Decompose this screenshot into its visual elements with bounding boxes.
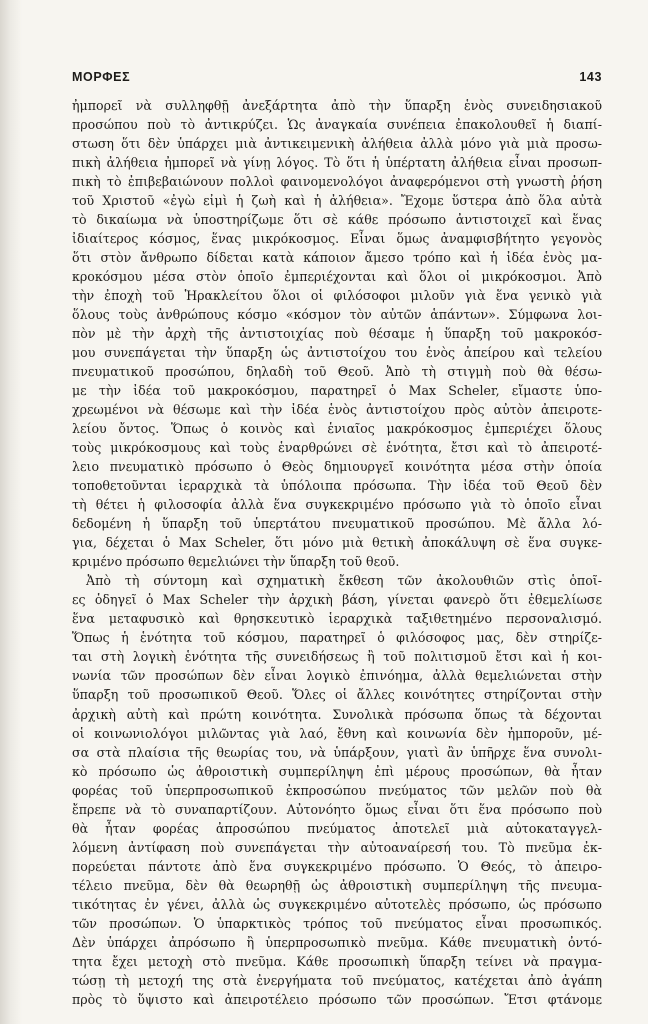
text-line: πὸν μὲ τὴν ἀρχὴ τῆς ἀντιστοιχίας ποὺ θέσαμε ἡ ὕπαρξη τοῦ μακροκόσ-	[72, 326, 602, 342]
text-line: ται στὴ λογικὴ ἑνότητα τῆς συνειδήσεως ἢ τοῦ πολιτισμοῦ ἔτσι καὶ ἡ κοι-	[72, 649, 602, 665]
text-line: ἀρχικὴ αὐτὴ καὶ πρώτη κοινότητα. Συνολικὰ πρόσωπα ὅπως τὰ δέχονται	[72, 706, 602, 722]
text-line: ἔπρεπε νὰ τὸ συναπαρτίζουν. Αὐτονόητο ὅμως εἶναι ὅτι ἕνα πρόσωπο ποὺ	[72, 801, 602, 817]
text-line: πνευματικοῦ προσώπου, δηλαδὴ τοῦ Θεοῦ. Ἀπὸ τὴ στιγμὴ ποὺ θὰ θέσω-	[72, 364, 602, 380]
text-line: τὴ θέτει ἡ φιλοσοφία ἀλλὰ ἕνα συγκεκριμένο πρόσωπο γιὰ τὸ ὁποῖο εἶναι	[72, 497, 602, 513]
text-line: νωνία τῶν προσώπων δὲν εἶναι λογικὸ ἐπινόημα, ἀλλὰ θεμελιώνεται στὴν	[72, 668, 602, 684]
text-line: τώσῃ τὴ μετοχή της στὰ ἐνεργήματα τοῦ πνεύματος, κατέχεται ἀπὸ ἀγάπη	[72, 972, 602, 988]
text-line: με τὴν ἰδέα τοῦ μακροκόσμου, παρατηρεῖ ὁ Max Scheler, εἴμαστε ὑπο-	[72, 383, 602, 399]
text-line: ὅτι στὸν ἄνθρωπο δίδεται κατὰ κάποιον ἄμεσο τρόπο καὶ ἡ ἰδέα ἑνὸς μα-	[72, 250, 602, 266]
text-line: ες ὁδηγεῖ ὁ Max Scheler τὴν ἀρχικὴ βάση, γίνεται φανερὸ ὅτι ἐθεμελίωσε	[72, 592, 602, 608]
running-head-title: ΜΟΡΦΕΣ	[72, 70, 131, 84]
text-line: κὸ πρόσωπο ὡς ἀθροιστικὴ συμπερίληψη ἐπὶ μέρους προσώπων, θὰ ἦταν	[72, 763, 602, 779]
text-line: ὕπαρξη τοῦ προσωπικοῦ Θεοῦ. Ὅλες οἱ ἄλλες κοινότητες στηρίζονται στὴν	[72, 687, 602, 703]
text-line: σα στὰ πλαίσια τῆς θεωρίας του, νὰ ὑπάρξουν, γιατὶ ἂν ὑπῆρχε ἕνα συνολι-	[72, 744, 602, 760]
book-page	[72, 0, 602, 1024]
text-line: ὅλους τοὺς ἀνθρώπους κόσμο «κόσμον τὸν αὐτῶν ἁπάντων». Σύμφωνα λοι-	[72, 307, 602, 323]
text-line: μου συνεπάγεται τὴν ὕπαρξη ὡς ἀντιστοίχου του ἑνὸς ἀπείρου καὶ τελείου	[72, 345, 602, 361]
running-head	[72, 70, 602, 88]
text-line: τέλειο πνεῦμα, δὲν θὰ θεωρηθῇ ὡς ἀθροιστικὴ συμπερίληψη τῆς πνευμα-	[72, 877, 602, 893]
text-line: οἱ κοινωνιολόγοι μιλῶντας γιὰ λαό, ἔθνη καὶ κοινωνία δὲν ἠμποροῦν, μέ-	[72, 725, 602, 741]
text-line: Δὲν ὑπάρχει ἀπρόσωπο ἢ ὑπερπροσωπικὸ πνεῦμα. Κάθε πνευματικὴ ὀντό-	[72, 934, 602, 950]
text-line: τοῦ Χριστοῦ «ἐγὼ εἰμὶ ἡ ζωὴ καὶ ἡ ἀλήθεια». Ἔχομε ὕστερα ἀπὸ ὅλα αὐτὰ	[72, 193, 602, 209]
text-line: τῶν προσώπων. Ὁ ὑπαρκτικὸς τρόπος τοῦ πνεύματος εἶναι προσωπικός.	[72, 915, 602, 931]
body-text	[72, 96, 602, 1009]
text-line: πικὴ ἀλήθεια ἠμπορεῖ νὰ γίνῃ λόγος. Τὸ ὅτι ἡ ὑπέρτατη ἀλήθεια εἶναι προσωπ-	[72, 155, 602, 171]
text-line: Ὅπως ἡ ἑνότητα τοῦ κόσμου, παρατηρεῖ ὁ φιλόσοφος μας, δὲν στηρίζε-	[72, 630, 602, 646]
text-line: θὰ ἦταν φορέας ἀπροσώπου πνεύματος ἀποτελεῖ μιὰ αὐτοκαταγγελ-	[72, 820, 602, 836]
text-line: πρὸς τὸ ὕψιστο καὶ ἀπειροτέλειο πρόσωπο τῶν προσώπων. Ἔτσι φτάνομε	[72, 991, 602, 1007]
page-number: 143	[579, 70, 602, 84]
text-line: τητα ἔχει μετοχὴ στὸ πνεῦμα. Κάθε προσωπικὴ ὕπαρξη τείνει νὰ πραγμα-	[72, 953, 602, 969]
text-line: λόμενη ἀντίφαση ποὺ συνεπάγεται τὴν αὐτοαναίρεσή του. Τὸ πνεῦμα ἐκ-	[72, 839, 602, 855]
text-line: λειο πνευματικὸ πρόσωπο ὁ Θεὸς δημιουργεῖ κοινότητα μέσα στὴν ὁποία	[72, 459, 602, 475]
paragraph	[72, 571, 602, 1008]
text-line: ἰδιαίτερος κόσμος, ἕνας μικρόκοσμος. Εἶναι ὅμως ἀναμφισβήτητο γεγονὸς	[72, 231, 602, 247]
text-line: κροκόσμου μέσα στὸν ὁποῖο ἐμπεριέχονται καὶ ὅλοι οἱ μικρόκοσμοι. Ἀπὸ	[72, 269, 602, 285]
text-line: τοποθετοῦνται ἱεραρχικὰ τὰ ὑπόλοιπα πρόσωπα. Τὴν ἰδέα τοῦ Θεοῦ δὲν	[72, 478, 602, 494]
text-line: ἠμπορεῖ νὰ συλληφθῇ ἀνεξάρτητα ἀπὸ τὴν ὕπαρξη ἑνὸς συνειδησιακοῦ	[72, 98, 602, 113]
text-line: τὸ δικαίωμα νὰ ὑποστηρίζωμε ὅτι σὲ κάθε πρόσωπο ἀντιστοιχεῖ καὶ ἕνας	[72, 212, 602, 228]
text-line: τικότητας ἐν γένει, ἀλλὰ ὡς συγκεκριμένο αὐτοτελὲς πρόσωπο, ὡς πρόσωπο	[72, 896, 602, 912]
text-line: δεδομένη ἡ ὕπαρξη τοῦ ὑπερτάτου πνευματικοῦ προσώπου. Μὲ ἄλλα λό-	[72, 516, 602, 532]
text-line: τὴν ἐποχὴ τοῦ Ἡρακλείτου ὅλοι οἱ φιλόσοφοι μιλοῦν γιὰ ἕνα γενικὸ γιὰ	[72, 288, 602, 304]
text-line: προσώπου ποὺ τὸ ἀντικρύζει. Ὡς ἀναγκαία συνέπεια ἐπακολουθεῖ ἡ διαπί-	[72, 117, 602, 133]
text-line: ἕνα μεταφυσικὸ καὶ θρησκευτικὸ ἱεραρχικὰ ταξιθετημένο περσοναλισμό.	[72, 611, 602, 627]
text-line: τοὺς μικρόκοσμους καὶ τοὺς ἑναρθρώνει σὲ ἑνότητα, ἔτσι καὶ τὸ ἀπειροτέ-	[72, 440, 602, 456]
text-line: πορεύεται πάντοτε ἀπὸ ἕνα συγκεκριμένο πρόσωπο. Ὁ Θεός, τὸ ἀπειρο-	[72, 858, 602, 874]
text-line: Ἀπὸ τὴ σύντομη καὶ σχηματικὴ ἔκθεση τῶν ἀκολουθιῶν στὶς ὁποῖ-	[86, 573, 602, 589]
page-gutter-shadow	[0, 0, 22, 1024]
text-line: πικὴ τὸ ἐπιβεβαιώνουν πολλοὶ φαινομενολόγοι ἀναφερόμενοι στὴ γνωστὴ ῥήση	[72, 174, 602, 190]
text-line: φορέας τοῦ ὑπερπροσωπικοῦ ἐκπροσώπου πνεύματος τῶν μελῶν ποὺ θὰ	[72, 782, 602, 798]
text-line: κριμένο πρόσωπο θεμελιώνει τὴν ὕπαρξη τοῦ θεοῦ.	[72, 554, 400, 570]
paragraph	[72, 96, 602, 571]
text-line: λείου ὄντος. Ὅπως ὁ κοινὸς καὶ ἑνιαῖος μακρόκοσμος ἐμπεριέχει ὅλους	[72, 421, 602, 437]
text-line: χρεωμένοι νὰ θέσωμε καὶ τὴν ἰδέα ἑνὸς ἀντιστοίχου πρὸς αὐτὸν ἀπειροτε-	[72, 402, 602, 418]
text-line: για, δέχεται ὁ Max Scheler, ὅτι μόνο μιὰ θετικὴ ἀποκάλυψη σὲ ἕνα συγκε-	[72, 535, 602, 551]
text-line: στωση ὅτι δὲν ὑπάρχει μιὰ ἀντικειμενικὴ ἀλήθεια ἀλλὰ μόνο γιὰ μιὰ προσω-	[72, 136, 602, 152]
